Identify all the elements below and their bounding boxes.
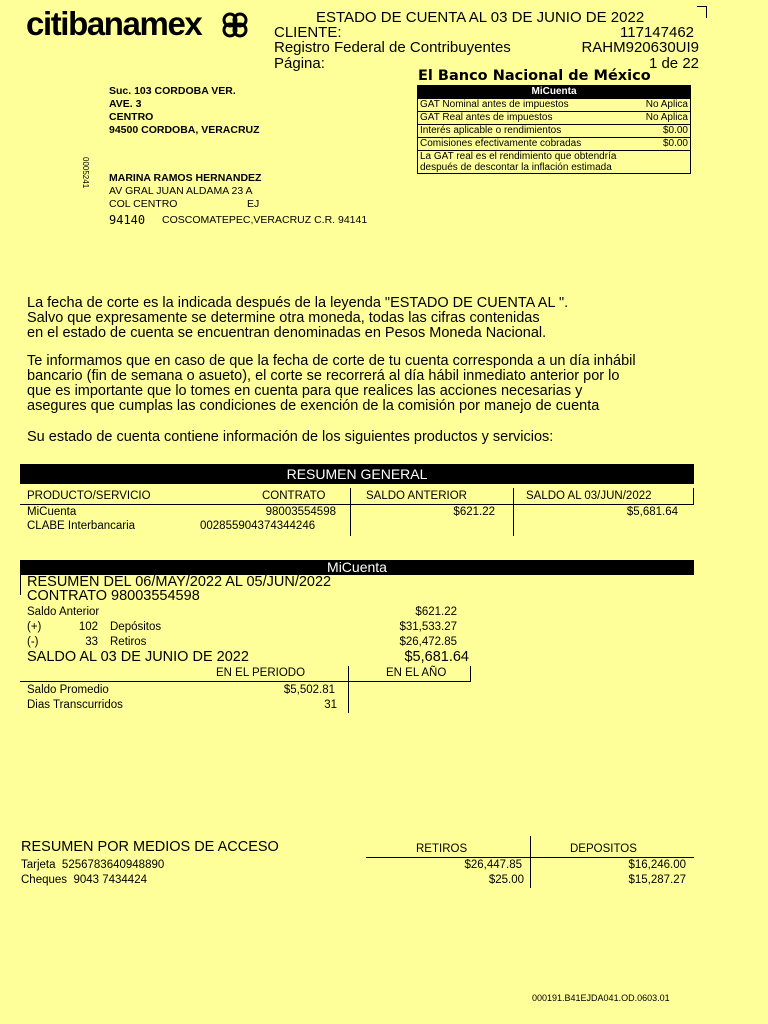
rfc-value: RAHM920630UI9: [581, 39, 699, 56]
banamex-emblem-icon: [221, 11, 249, 39]
side-code: 0005241: [81, 157, 90, 189]
gat-box-title: MiCuenta: [418, 86, 690, 98]
col-current-balance: SALDO AL 03/JUN/2022: [526, 490, 652, 502]
bank-logo: [26, 6, 201, 42]
table-row-product: MiCuenta: [27, 506, 77, 518]
micuenta-period: RESUMEN DEL 06/MAY/2022 AL 05/JUN/2022: [27, 574, 332, 590]
avg-balance-value: $5,502.81: [283, 684, 335, 696]
col-period: EN EL PERIODO: [216, 667, 306, 679]
col-prev-balance: SALDO ANTERIOR: [366, 490, 467, 502]
deposits-sign: (+): [27, 621, 42, 633]
intro-paragraph-1: La fecha de corte es la indicada después de la leyenda "ESTADO DE CUENTA AL ". Salvo que expresamente se determine otra moneda, todas las cifras contenidas en el estado de cuenta se encuentran denominadas en Pesos Moneda Nacional.: [27, 295, 569, 341]
access-summary-title: RESUMEN POR MEDIOS DE ACCESO: [21, 839, 279, 855]
days-label: Dias Transcurridos: [27, 699, 123, 711]
customer-city: COSCOMATEPEC,VERACRUZ C.R. 94141: [162, 214, 368, 226]
saldo-anterior-value: $621.22: [415, 606, 457, 618]
micuenta-title: MiCuenta: [20, 560, 694, 575]
gat-row: GAT Real antes de impuestos No Aplica: [420, 112, 688, 123]
saldo-final-value: $5,681.64: [404, 649, 469, 665]
bank-logo-text: citibanamex: [26, 5, 202, 42]
gat-row: Interés aplicable o rendimientos $0.00: [420, 125, 688, 136]
statement-title: ESTADO DE CUENTA AL 03 DE JUNIO DE 2022: [316, 9, 645, 26]
avg-balance-label: Saldo Promedio: [27, 684, 109, 696]
corner-mark: [697, 6, 707, 18]
access-row-withdrawals: $26,447.85: [464, 859, 522, 871]
col-product: PRODUCTO/SERVICIO: [27, 490, 151, 502]
intro-paragraph-2: Te informamos que en caso de que la fecha de corte de tu cuenta corresponda a un día inhábil bancario (fin de semana o asueto), el corte se recorrerá al día hábil inmediato anterior por lo que es importante que lo tomes en cuenta para que realices las acciones necesarias y asegures que cumplas las condiciones de exención de la comisión por manejo de cuenta: [27, 353, 636, 414]
customer-address: MARINA RAMOS HERNANDEZ AV GRAL JUAN ALDAMA 23 A COL CENTRO EJ: [109, 172, 262, 210]
gat-note: La GAT real es el rendimiento que obtendría después de descontar la inflación estimada: [418, 150, 690, 173]
rfc-label: Registro Federal de Contribuyentes: [274, 39, 511, 56]
access-row-label: Cheques 9043 7434424: [21, 874, 147, 886]
saldo-anterior-label: Saldo Anterior: [27, 606, 100, 618]
col-withdrawals: RETIROS: [416, 843, 468, 855]
customer-name: MARINA RAMOS HERNANDEZ: [109, 172, 262, 184]
deposits-count: 102: [78, 621, 98, 633]
withdrawals-sign: (-): [27, 636, 39, 648]
gat-row: GAT Nominal antes de impuestos No Aplica: [420, 99, 688, 110]
withdrawals-value: $26,472.85: [399, 636, 457, 648]
deposits-label: Depósitos: [110, 621, 162, 633]
table-row-contract: 002855904374344246: [200, 520, 316, 532]
customer-zip: 94140: [109, 213, 146, 227]
table-row-product: CLABE Interbancaria: [27, 520, 136, 532]
col-deposits: DEPOSITOS: [570, 843, 637, 855]
gat-info-box: [417, 85, 691, 174]
table-row-balance: $5,681.64: [626, 506, 678, 518]
withdrawals-count: 33: [85, 636, 98, 648]
withdrawals-label: Retiros: [110, 636, 147, 648]
access-row-withdrawals: $25.00: [488, 874, 524, 886]
table-row-contract: 98003554598: [265, 506, 336, 518]
days-value: 31: [324, 699, 337, 711]
footer-code: 000191.B41EJDA041.OD.0603.01: [532, 993, 670, 1003]
gat-row: Comisiones efectivamente cobradas $0.00: [420, 138, 688, 149]
client-number: 117147462: [620, 24, 694, 41]
col-year: EN EL AÑO: [386, 667, 447, 679]
client-label: CLIENTE:: [274, 24, 342, 41]
resumen-general-title: RESUMEN GENERAL: [20, 464, 694, 484]
page-number: 1 de 22: [648, 55, 699, 72]
micuenta-contract: CONTRATO 98003554598: [27, 588, 200, 604]
page-label: Página:: [274, 55, 325, 72]
access-row-label: Tarjeta 5256783640948890: [21, 859, 165, 871]
intro-paragraph-3: Su estado de cuenta contiene información de los siguientes productos y servicios:: [27, 429, 554, 445]
branch-address: Suc. 103 CORDOBA VER. AVE. 3 CENTRO 94500 CORDOBA, VERACRUZ: [109, 85, 260, 136]
saldo-final-label: SALDO AL 03 DE JUNIO DE 2022: [27, 649, 249, 665]
col-contract: CONTRATO: [262, 490, 326, 502]
access-row-deposits: $16,246.00: [628, 859, 686, 871]
table-row-prev: $621.22: [453, 506, 495, 518]
access-row-deposits: $15,287.27: [628, 874, 686, 886]
deposits-value: $31,533.27: [399, 621, 457, 633]
bank-name: El Banco Nacional de México: [418, 68, 651, 84]
